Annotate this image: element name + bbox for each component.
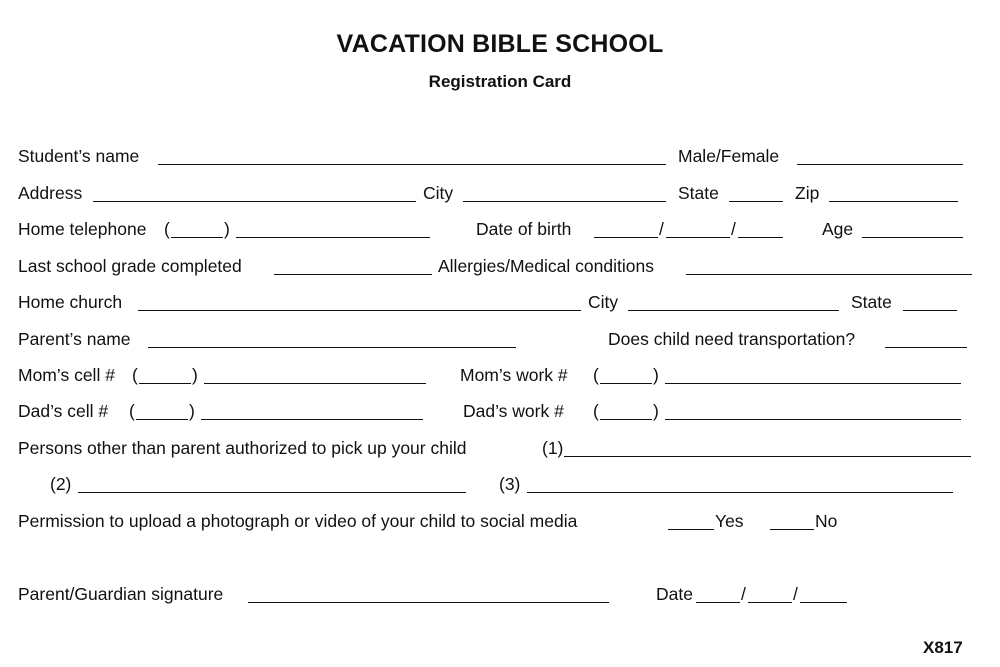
last-grade-field[interactable]: [274, 274, 432, 275]
dob-year-field[interactable]: [738, 237, 783, 238]
paren-open: (: [129, 401, 135, 421]
dads-work-field[interactable]: [665, 419, 961, 420]
home-church-field[interactable]: [138, 310, 581, 311]
row-student-name: [0, 145, 1000, 169]
church-state-label: State: [851, 292, 892, 312]
pickup-1-field[interactable]: [564, 456, 971, 457]
city-label: City: [423, 183, 454, 203]
row-mom-phones: [0, 364, 1000, 388]
row-parent: [0, 328, 1000, 352]
row-signature: [0, 583, 1000, 607]
dob-slash: /: [731, 219, 736, 239]
row-pickup-1: [0, 437, 1000, 461]
transportation-label: Does child need transportation?: [608, 329, 856, 349]
permission-yes-label: Yes: [715, 511, 744, 531]
pickup-2-field[interactable]: [78, 492, 466, 493]
date-slash: /: [741, 584, 746, 604]
transportation-field[interactable]: [885, 347, 967, 348]
sex-label: Male/Female: [678, 146, 780, 166]
church-state-field[interactable]: [903, 310, 957, 311]
date-day-field[interactable]: [748, 602, 792, 603]
date-slash: /: [793, 584, 798, 604]
pickup-3-field[interactable]: [527, 492, 953, 493]
signature-field[interactable]: [248, 602, 609, 603]
church-city-field[interactable]: [628, 310, 839, 311]
row-photo-permission: [0, 510, 1000, 534]
dads-cell-field[interactable]: [201, 419, 423, 420]
paren-close: ): [653, 365, 659, 385]
dads-cell-area-code-field[interactable]: [136, 419, 188, 420]
date-of-birth-label: Date of birth: [476, 219, 572, 239]
allergies-label: Allergies/Medical conditions: [438, 256, 654, 276]
form-subtitle: Registration Card: [428, 72, 572, 91]
paren-open: (: [593, 401, 599, 421]
dob-slash: /: [659, 219, 664, 239]
church-city-label: City: [588, 292, 619, 312]
paren-open: (: [593, 365, 599, 385]
moms-cell-area-code-field[interactable]: [139, 383, 191, 384]
last-grade-label: Last school grade completed: [18, 256, 242, 276]
row-address: [0, 182, 1000, 206]
age-field[interactable]: [862, 237, 963, 238]
row-grade: [0, 255, 1000, 279]
permission-no-field[interactable]: [770, 529, 814, 530]
dob-month-field[interactable]: [594, 237, 658, 238]
authorized-pickup-label: Persons other than parent authorized to pick up your child: [18, 438, 467, 458]
allergies-field[interactable]: [686, 274, 972, 275]
moms-cell-field[interactable]: [204, 383, 426, 384]
paren-close: ): [189, 401, 195, 421]
row-church: [0, 291, 1000, 315]
address-label: Address: [18, 183, 83, 203]
zip-label: Zip: [795, 183, 820, 203]
moms-work-field[interactable]: [665, 383, 961, 384]
paren-open: (: [164, 219, 170, 239]
dads-cell-label: Dad’s cell #: [18, 401, 109, 421]
city-field[interactable]: [463, 201, 666, 202]
row-pickup-2-3: [0, 473, 1000, 497]
row-dad-phones: [0, 400, 1000, 424]
parent-name-label: Parent’s name: [18, 329, 131, 349]
moms-work-label: Mom’s work #: [460, 365, 568, 385]
address-field[interactable]: [93, 201, 416, 202]
zip-field[interactable]: [829, 201, 958, 202]
paren-open: (: [132, 365, 138, 385]
parent-name-field[interactable]: [148, 347, 516, 348]
moms-work-area-code-field[interactable]: [600, 383, 652, 384]
state-label: State: [678, 183, 719, 203]
dob-day-field[interactable]: [666, 237, 730, 238]
moms-cell-label: Mom’s cell #: [18, 365, 115, 385]
date-year-field[interactable]: [800, 602, 847, 603]
pickup-3-label: (3): [499, 474, 521, 494]
row-telephone: [0, 218, 1000, 242]
dads-work-label: Dad’s work #: [463, 401, 564, 421]
student-name-label: Student’s name: [18, 146, 140, 166]
home-telephone-field[interactable]: [236, 237, 430, 238]
age-label: Age: [822, 219, 854, 239]
state-field[interactable]: [729, 201, 783, 202]
home-telephone-label: Home telephone: [18, 219, 147, 239]
permission-yes-field[interactable]: [668, 529, 714, 530]
permission-no-label: No: [815, 511, 838, 531]
photo-permission-label: Permission to upload a photograph or video of your child to social media: [18, 511, 578, 531]
date-label: Date: [656, 584, 693, 604]
form-title: VACATION BIBLE SCHOOL: [336, 30, 664, 58]
paren-close: ): [224, 219, 230, 239]
home-area-code-field[interactable]: [171, 237, 223, 238]
paren-close: ): [653, 401, 659, 421]
student-name-field[interactable]: [158, 164, 666, 165]
dads-work-area-code-field[interactable]: [600, 419, 652, 420]
sex-field[interactable]: [797, 164, 963, 165]
date-month-field[interactable]: [696, 602, 740, 603]
pickup-1-label: (1): [542, 438, 564, 458]
paren-close: ): [192, 365, 198, 385]
home-church-label: Home church: [18, 292, 123, 312]
form-code: X817: [923, 638, 963, 657]
pickup-2-label: (2): [50, 474, 72, 494]
signature-label: Parent/Guardian signature: [18, 584, 224, 604]
